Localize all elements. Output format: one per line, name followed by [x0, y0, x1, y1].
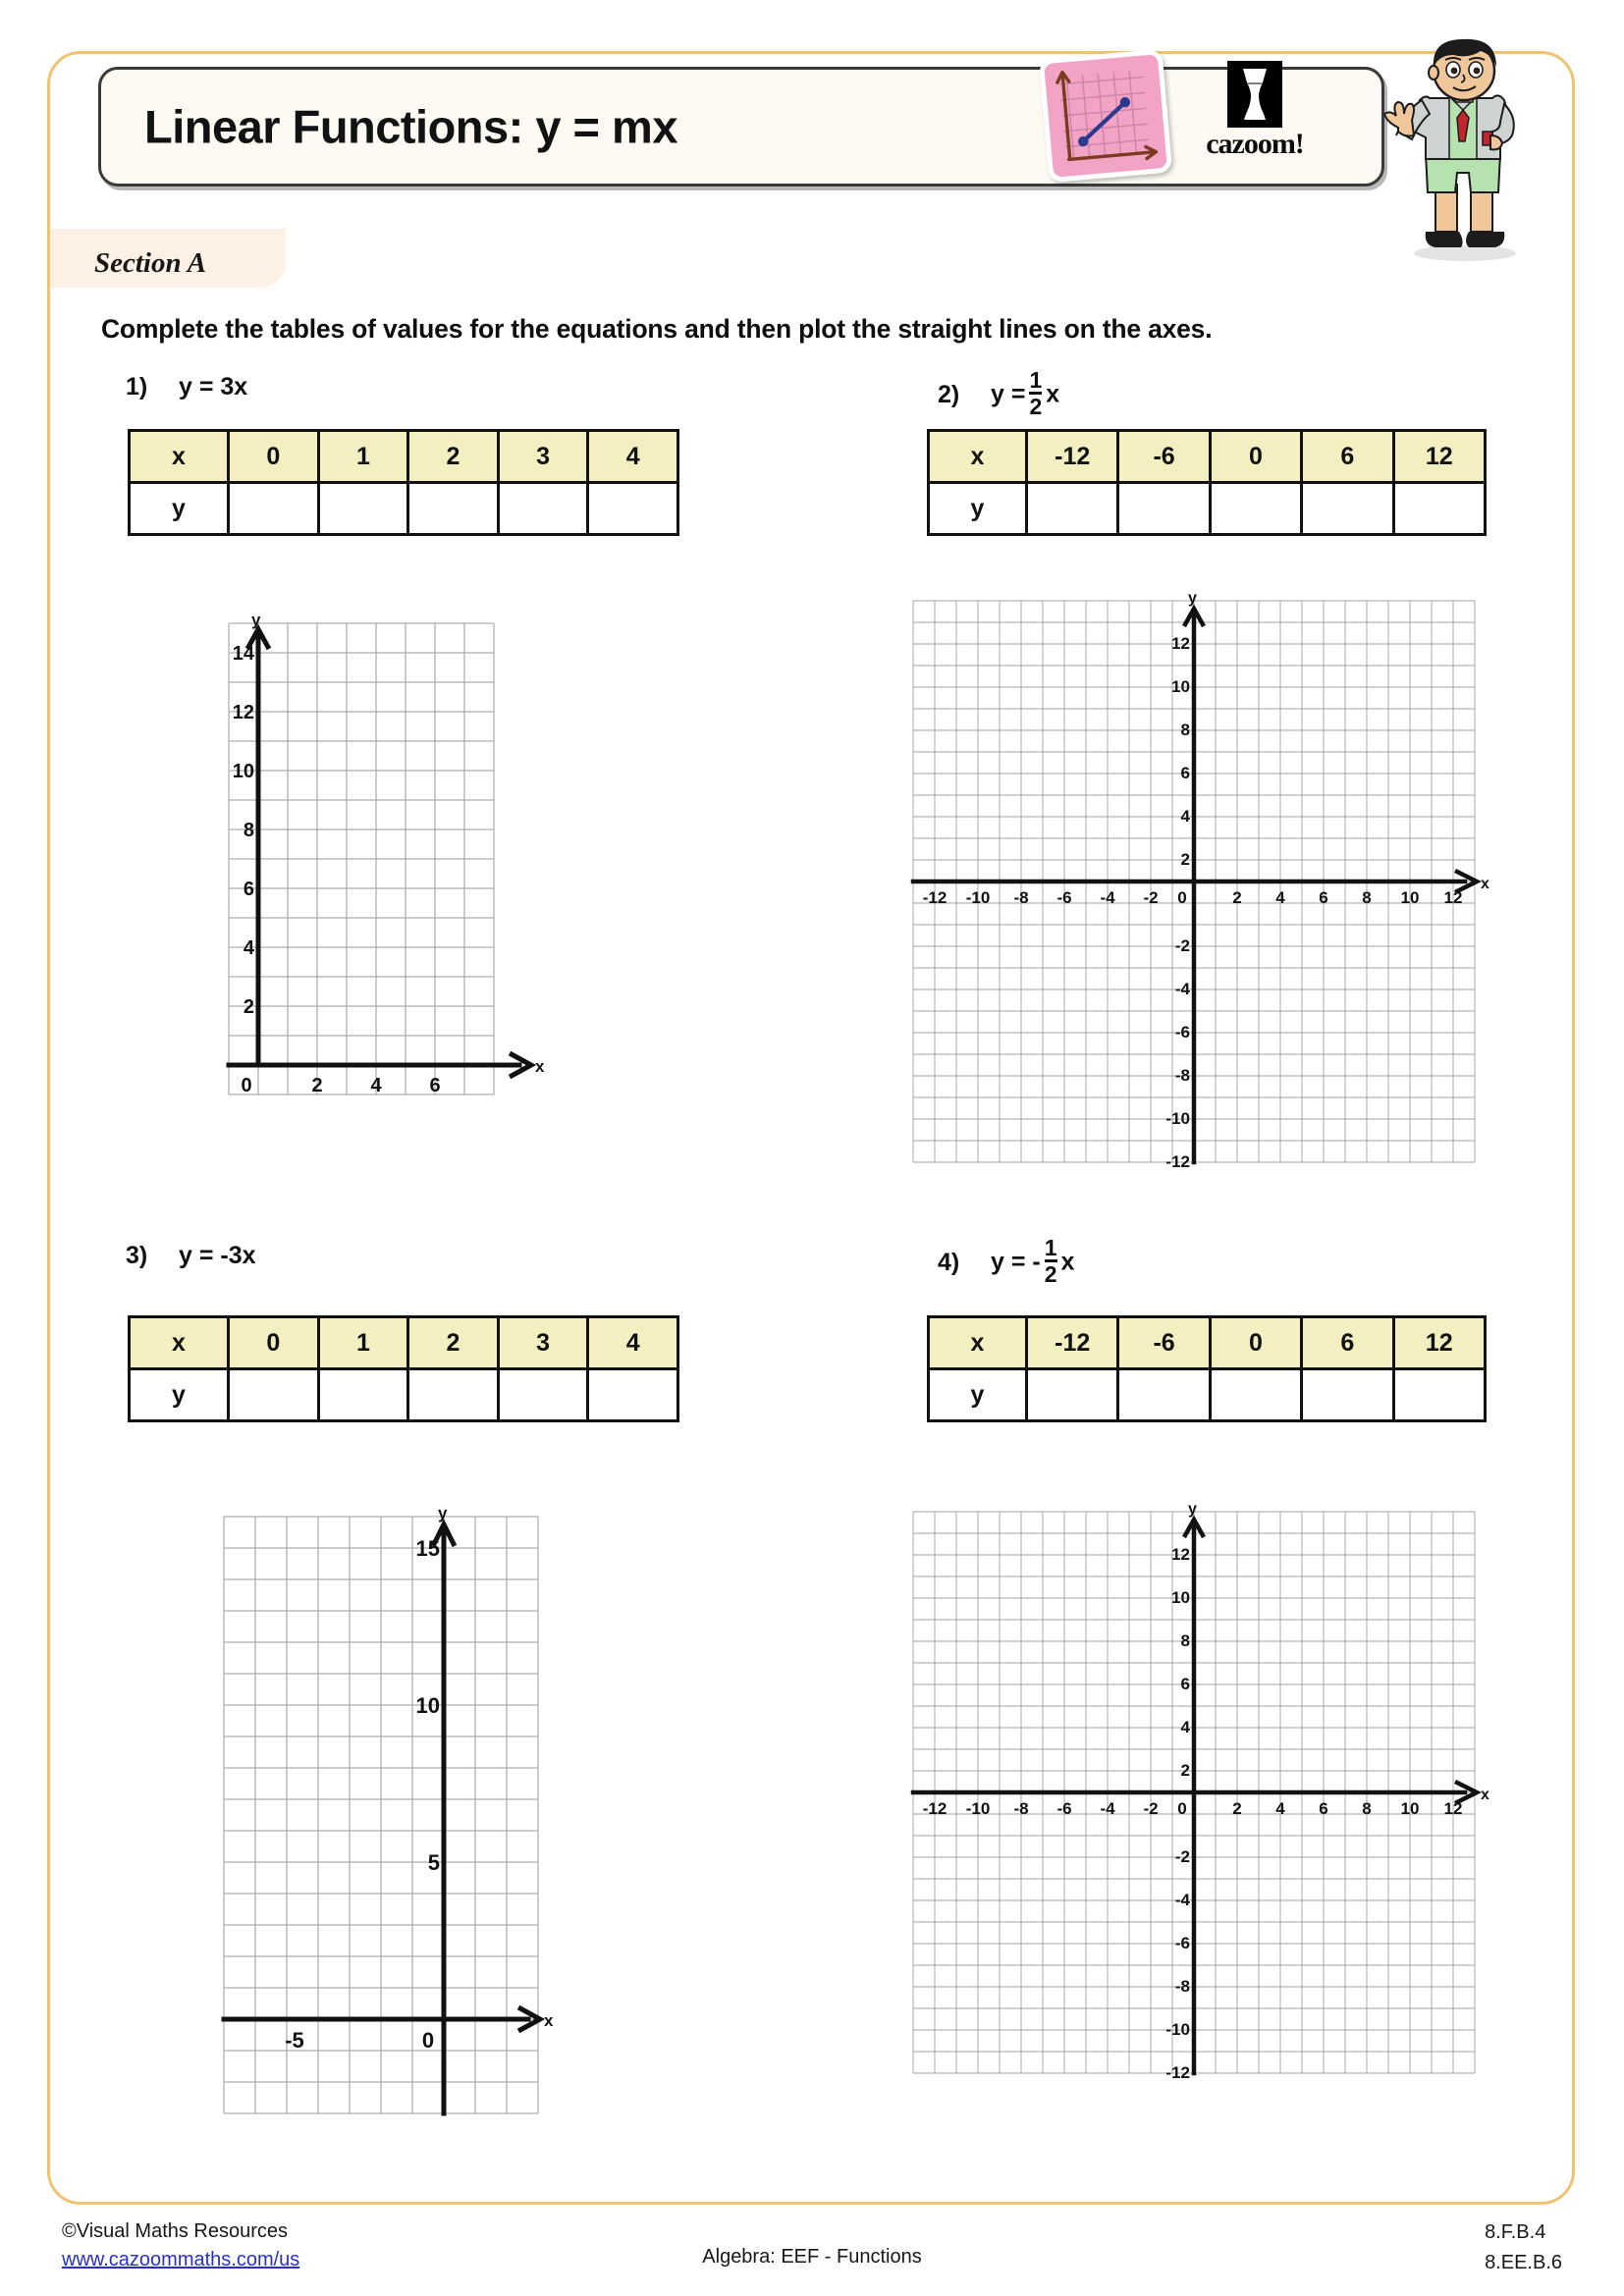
svg-text:14: 14 [232, 643, 254, 665]
svg-text:4: 4 [1275, 1799, 1285, 1818]
svg-text:y: y [438, 1504, 448, 1522]
table-cell-x: 4 [588, 431, 678, 483]
table-cell-y-blank[interactable] [1210, 483, 1301, 535]
svg-text:10: 10 [1171, 1588, 1190, 1607]
table-row [929, 483, 1486, 535]
question-4-label [938, 1235, 1075, 1288]
svg-text:2: 2 [243, 996, 254, 1018]
svg-text:10: 10 [232, 761, 254, 782]
svg-text:6: 6 [429, 1075, 441, 1096]
svg-text:4: 4 [1180, 807, 1190, 826]
svg-text:2: 2 [1232, 888, 1242, 907]
footer-standards [1485, 2217, 1562, 2278]
svg-text:-4: -4 [1100, 888, 1115, 907]
svg-text:6: 6 [1180, 764, 1190, 782]
svg-text:6: 6 [1319, 888, 1328, 907]
table-cell-x: 3 [498, 1317, 588, 1369]
question-3-label [126, 1242, 256, 1270]
table-cell-x: -6 [1118, 431, 1210, 483]
question-4-equation-lhs: y = - [991, 1248, 1041, 1276]
question-4-equation-rhs: x [1060, 1248, 1075, 1276]
line-graph-sticker-icon [1039, 49, 1173, 184]
question-1-number: 1) [126, 373, 148, 400]
section-label: Section A [94, 247, 207, 279]
graph-question-1[interactable] [229, 611, 563, 1134]
svg-text:-12: -12 [922, 888, 947, 907]
table-x-header: x [929, 1317, 1027, 1369]
svg-text:-4: -4 [1174, 980, 1190, 998]
fraction-numerator: 1 [1029, 367, 1043, 393]
svg-text:x: x [544, 2011, 554, 2030]
table-cell-y-blank[interactable] [588, 483, 678, 535]
graph-question-3[interactable] [224, 1504, 587, 2155]
table-cell-x: 1 [318, 431, 408, 483]
svg-text:-10: -10 [965, 1799, 991, 1818]
table-cell-x: 1 [318, 1317, 408, 1369]
table-cell-x: -12 [1027, 431, 1118, 483]
svg-text:-8: -8 [1174, 1977, 1190, 1996]
svg-text:-8: -8 [1013, 888, 1029, 907]
table-cell-y-blank[interactable] [1118, 1369, 1210, 1421]
table-question-2 [927, 429, 1487, 536]
table-x-header: x [929, 431, 1027, 483]
table-cell-x: 0 [229, 1317, 319, 1369]
title-bar [98, 67, 1384, 187]
svg-text:15: 15 [415, 1536, 440, 1561]
table-cell-x: 12 [1393, 431, 1485, 483]
svg-text:-10: -10 [1165, 2020, 1190, 2039]
svg-text:12: 12 [1443, 888, 1463, 907]
svg-text:-8: -8 [1013, 1799, 1029, 1818]
table-cell-x: 12 [1393, 1317, 1485, 1369]
table-y-header: y [929, 1369, 1027, 1421]
svg-text:0: 0 [421, 2028, 435, 2053]
svg-text:-6: -6 [1056, 888, 1072, 907]
cazoom-wordmark: cazoom! [1206, 128, 1304, 160]
svg-text:-6: -6 [1174, 1934, 1190, 1952]
footer-topic: Algebra: EEF - Functions [702, 2246, 922, 2268]
svg-text:-6: -6 [1174, 1023, 1190, 1041]
svg-text:12: 12 [1171, 634, 1190, 653]
table-cell-x: -6 [1118, 1317, 1210, 1369]
svg-text:12: 12 [1171, 1545, 1190, 1564]
question-2-label [938, 367, 1060, 420]
svg-text:-12: -12 [1165, 1152, 1190, 1171]
svg-text:4: 4 [1275, 888, 1285, 907]
table-cell-y-blank[interactable] [1302, 1369, 1393, 1421]
cazoom-goblet-icon [1227, 61, 1282, 128]
svg-text:y: y [1188, 1501, 1197, 1518]
fraction-denominator: 2 [1044, 1261, 1057, 1287]
svg-text:-4: -4 [1100, 1799, 1115, 1818]
svg-text:8: 8 [1362, 1799, 1372, 1818]
table-question-4 [927, 1315, 1487, 1422]
table-cell-y-blank[interactable] [1210, 1369, 1301, 1421]
table-cell-x: -12 [1027, 1317, 1118, 1369]
svg-text:8: 8 [1180, 1631, 1190, 1650]
svg-text:y: y [1188, 590, 1197, 607]
svg-text:0: 0 [1177, 888, 1187, 907]
svg-text:4: 4 [243, 937, 254, 959]
table-cell-y-blank[interactable] [318, 483, 408, 535]
svg-text:6: 6 [1319, 1799, 1328, 1818]
svg-text:-5: -5 [285, 2028, 304, 2053]
table-cell-y-blank[interactable] [318, 1369, 408, 1421]
fraction-denominator: 2 [1029, 394, 1043, 419]
table-cell-y-blank[interactable] [588, 1369, 678, 1421]
table-cell-x: 6 [1302, 431, 1393, 483]
table-cell-y-blank[interactable] [229, 483, 319, 535]
svg-text:x: x [535, 1057, 545, 1076]
svg-text:x: x [1481, 876, 1489, 892]
question-1-label [126, 373, 247, 401]
svg-text:-8: -8 [1174, 1066, 1190, 1085]
question-4-number: 4) [938, 1248, 960, 1276]
table-cell-x: 3 [498, 431, 588, 483]
svg-text:-10: -10 [1165, 1109, 1190, 1128]
svg-text:8: 8 [243, 820, 254, 841]
table-row [929, 1369, 1486, 1421]
svg-text:12: 12 [232, 702, 254, 723]
svg-text:4: 4 [370, 1075, 382, 1096]
table-question-3 [128, 1315, 679, 1422]
svg-text:2: 2 [1180, 1761, 1190, 1780]
table-cell-y-blank[interactable] [1027, 483, 1118, 535]
table-cell-y-blank[interactable] [1118, 483, 1210, 535]
cazoom-logo [1196, 61, 1314, 169]
table-row [929, 1317, 1486, 1369]
table-row [130, 1317, 678, 1369]
table-cell-y-blank[interactable] [229, 1369, 319, 1421]
table-x-header: x [130, 431, 229, 483]
table-cell-y-blank[interactable] [498, 483, 588, 535]
svg-text:-4: -4 [1174, 1891, 1190, 1909]
svg-text:-2: -2 [1174, 936, 1190, 955]
table-y-header: y [130, 483, 229, 535]
question-2-equation-lhs: y = [991, 380, 1026, 408]
svg-text:8: 8 [1180, 721, 1190, 739]
svg-text:6: 6 [1180, 1675, 1190, 1693]
svg-text:-2: -2 [1143, 888, 1159, 907]
svg-text:10: 10 [1400, 1799, 1420, 1818]
table-y-header: y [130, 1369, 229, 1421]
svg-text:10: 10 [1171, 677, 1190, 696]
student-mascot-icon [1375, 37, 1551, 263]
svg-text:0: 0 [1177, 1799, 1187, 1818]
table-x-header: x [130, 1317, 229, 1369]
table-row [130, 483, 678, 535]
table-cell-y-blank[interactable] [1302, 483, 1393, 535]
svg-text:10: 10 [1400, 888, 1420, 907]
question-3-equation: y = -3x [179, 1242, 256, 1269]
question-2-equation-rhs: x [1046, 380, 1060, 408]
page-title: Linear Functions: y = mx [144, 100, 677, 153]
fraction-one-half [1045, 1237, 1057, 1286]
fraction-one-half [1029, 369, 1042, 418]
question-1-equation: y = 3x [179, 373, 248, 400]
graph-question-4[interactable] [913, 1501, 1502, 2101]
table-cell-x: 0 [1210, 1317, 1301, 1369]
svg-text:x: x [1481, 1787, 1489, 1803]
copyright-text: ©Visual Maths Resources [62, 2220, 289, 2242]
standard-code-2: 8.EE.B.6 [1485, 2252, 1562, 2273]
question-2-number: 2) [938, 380, 960, 408]
table-cell-x: 4 [588, 1317, 678, 1369]
table-row [130, 1369, 678, 1421]
table-cell-y-blank[interactable] [408, 483, 499, 535]
svg-text:5: 5 [427, 1850, 440, 1875]
table-row [130, 431, 678, 483]
svg-text:-12: -12 [1165, 2063, 1190, 2082]
table-cell-y-blank[interactable] [498, 1369, 588, 1421]
table-cell-y-blank[interactable] [1027, 1369, 1118, 1421]
fraction-numerator: 1 [1044, 1235, 1057, 1260]
table-cell-x: 6 [1302, 1317, 1393, 1369]
graph-question-2[interactable] [913, 590, 1502, 1190]
table-cell-x: 0 [1210, 431, 1301, 483]
table-question-1 [128, 429, 679, 536]
svg-text:8: 8 [1362, 888, 1372, 907]
website-link[interactable]: www.cazoommaths.com/us [62, 2249, 300, 2270]
svg-text:-6: -6 [1056, 1799, 1072, 1818]
svg-text:12: 12 [1443, 1799, 1463, 1818]
svg-text:y: y [251, 611, 261, 629]
svg-text:4: 4 [1180, 1718, 1190, 1736]
svg-text:2: 2 [1232, 1799, 1242, 1818]
instruction-text: Complete the tables of values for the equations and then plot the straight lines on the axes. [101, 314, 1213, 344]
svg-text:-2: -2 [1143, 1799, 1159, 1818]
table-cell-y-blank[interactable] [1393, 1369, 1485, 1421]
svg-text:0: 0 [241, 1075, 252, 1096]
table-cell-x: 0 [229, 431, 319, 483]
question-3-number: 3) [126, 1242, 148, 1269]
svg-text:-2: -2 [1174, 1847, 1190, 1866]
table-y-header: y [929, 483, 1027, 535]
table-cell-x: 2 [408, 1317, 499, 1369]
table-cell-y-blank[interactable] [1393, 483, 1485, 535]
svg-text:-12: -12 [922, 1799, 947, 1818]
standard-code-1: 8.F.B.4 [1485, 2221, 1546, 2243]
svg-text:2: 2 [1180, 850, 1190, 869]
table-cell-x: 2 [408, 431, 499, 483]
svg-text:-10: -10 [965, 888, 991, 907]
svg-text:10: 10 [415, 1693, 440, 1718]
svg-text:6: 6 [243, 879, 254, 900]
table-row [929, 431, 1486, 483]
table-cell-y-blank[interactable] [408, 1369, 499, 1421]
svg-text:2: 2 [311, 1075, 323, 1096]
